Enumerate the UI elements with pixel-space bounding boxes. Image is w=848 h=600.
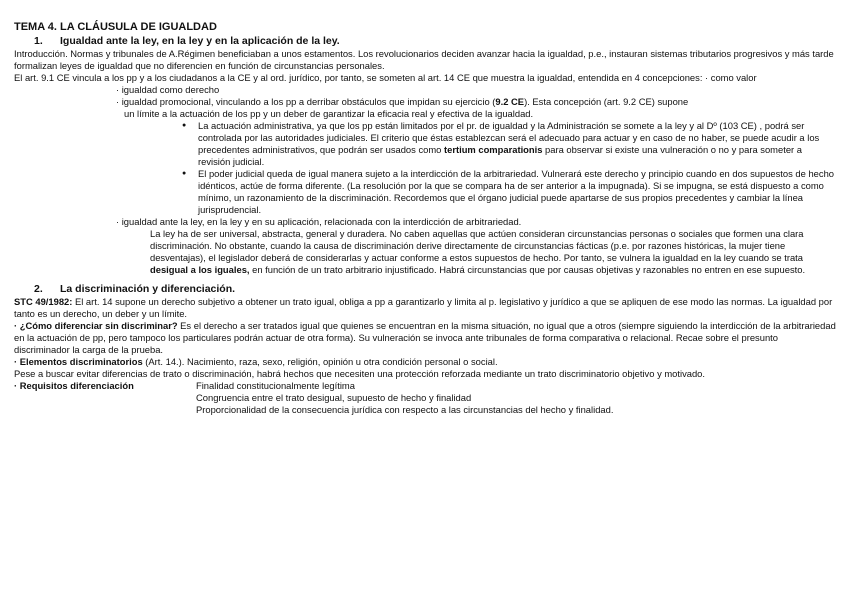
question-text: Es el derecho a ser tratados igual que quienes se encuentran en la misma situación, no igual que a otros (siempre siguiendo la interdicción de la arbitrariedad en la actuación de pp, pero tampoco los particulares podrán actuar de otra forma). Su vulneración se invoca ante tribunales de forma comparativa o relacional. Recae sobre el presunto discriminador la carga de la prueba. — [14, 320, 836, 355]
question-paragraph — [14, 320, 836, 356]
stc-paragraph — [14, 296, 836, 320]
law-text-a: La ley ha de ser universal, abstracta, general y duradera. No caben aquellas que actúen consideran circunstancias personas o sociales que formen una clara discriminación. No obstante, cuando la causa de discriminación derive directamente de circunstancias fácticas (p.e. por razones históricas, la mujer tiene desventajas), el legislador deberá de considerarlas y actuar conforme a estos supuestos de hecho. Por tanto, se vulnera la igualdad en la ley cuando se trata — [150, 228, 804, 263]
promotional-bullets — [182, 120, 836, 216]
law-paragraph — [150, 228, 836, 276]
tertium-term: tertium comparationis — [443, 144, 543, 155]
law-text-c: en función de un trato arbitrario injustificado. — [249, 264, 437, 275]
elements-label: · Elementos discriminatorios — [14, 356, 143, 367]
requirement-item: Finalidad constitucionalmente legítima — [196, 380, 355, 391]
elements-text: (Art. 14.). Nacimiento, raza, sexo, religión, opinión u otra condición personal o social. — [142, 356, 498, 367]
concept-before-law: · igualdad ante la ley, en la ley y en su aplicación, relacionada con la interdicción de arbitrariedad. — [116, 216, 522, 227]
document-body — [14, 20, 836, 416]
concept-promotional-text-c: ). Esta concepción (art. 9.2 CE) supone — [524, 96, 689, 107]
concept-promotional-text-a: · igualdad promocional, vinculando a los pp a derribar obstáculos que impidan su ejercicio ( — [116, 96, 496, 107]
section-2-heading — [34, 282, 836, 296]
section-2-title: La discriminación y diferenciación. — [60, 283, 236, 295]
bullet-administrative — [182, 120, 836, 168]
section-1-number: 1. — [34, 35, 43, 47]
requirements-block — [14, 380, 836, 416]
requirements-list — [196, 380, 613, 416]
section-1-title: Igualdad ante la ley, en la ley y en la aplicación de la ley. — [60, 35, 340, 47]
concept-promotional-ref: 9.2 CE — [495, 96, 525, 107]
bullet-administrative-a: La actuación administrativa, ya que los pp están limitados por el pr. de igualdad y la Administración se somete a la ley y al Dº (103 CE) , podrá ser controlada por las autoridades judiciales. El criterio que éstas establezcan será el adecuado para actuar y en caso de no haber, se puede acudir a los precedentes administrativos, que podrán ser usados como — [198, 120, 820, 155]
bullet-judicial: ● El poder judicial queda de igual manera sujeto a la interdicción de la arbitrariedad. Vulnerará este derecho y principio cuando en dos supuestos de hecho idénticos, actúe de forma diferente. (La resolución por la que se compara ha de ser anterior a la impugnada). Si se impugna, se está dispuesto a como mínimo, un razonamiento de la discriminación. Recordemos que el órgano judicial puede apartarse de sus propios precedentes y cambiar la línea jurisprudencial. — [182, 168, 836, 216]
requirement-item: Proporcionalidad de la consecuencia jurídica con respecto a las circunstancias del hecho y finalidad. — [196, 404, 614, 415]
section-2-number: 2. — [34, 283, 43, 295]
requirements-label: · Requisitos diferenciación — [14, 380, 134, 391]
bullet-administrative-c: para observar si existe una vulneración o no y para someter a revisión judicial. — [198, 144, 802, 167]
section-1-heading — [34, 34, 836, 48]
intro-paragraph: Introducción. Normas y tribunales de A.Régimen beneficiaban a unos estamentos. Los revolucionarios deciden avanzar hacia la igualdad, p.e., instauran sistemas tributarios progresivos y más tarde formalizan leyes de igualdad que no diferencien en función de circunstancias personales. — [14, 48, 834, 71]
stc-ref: STC 49/1982: — [14, 296, 73, 307]
stc-text: El art. 14 supone un derecho subjetivo a obtener un trato igual, obliga a pp a garantizarlo y limita al p. legislativo y jurídico a que se apliquen de ese modo las normas. La igualdad por tanto es un derecho, un deber y un límite. — [14, 296, 833, 319]
law-bold: desigual a los iguales, — [150, 264, 250, 275]
concept-right: · igualdad como derecho — [116, 84, 220, 95]
document-title: TEMA 4. LA CLÁUSULA DE IGUALDAD — [14, 21, 217, 33]
concept-promotional — [116, 96, 836, 108]
requirement-item: Congruencia entre el trato desigual, supuesto de hecho y finalidad — [196, 392, 472, 403]
question-label: · ¿Cómo diferenciar sin discriminar? — [14, 320, 178, 331]
art-9-1-paragraph: El art. 9.1 CE vincula a los pp y a los ciudadanos a la CE y al ord. jurídico, por tanto, se someten al art. 14 CE que muestra la igualdad, entendida en 4 concepciones: · como valor — [14, 72, 757, 83]
elements-paragraph — [14, 356, 836, 368]
pese-paragraph: Pese a buscar evitar diferencias de trato o discriminación, habrá hechos que necesiten una protección reforzada mediante un trato discriminatorio objetivo y motivado. — [14, 368, 706, 379]
law-text-d: Habrá circunstancias que por causas objetivas y razonables no entren en ese supuesto. — [436, 264, 806, 275]
concept-promotional-cont: un límite a la actuación de los pp y un deber de garantizar la eficacia real y efectiva de la igualdad. — [124, 108, 534, 119]
